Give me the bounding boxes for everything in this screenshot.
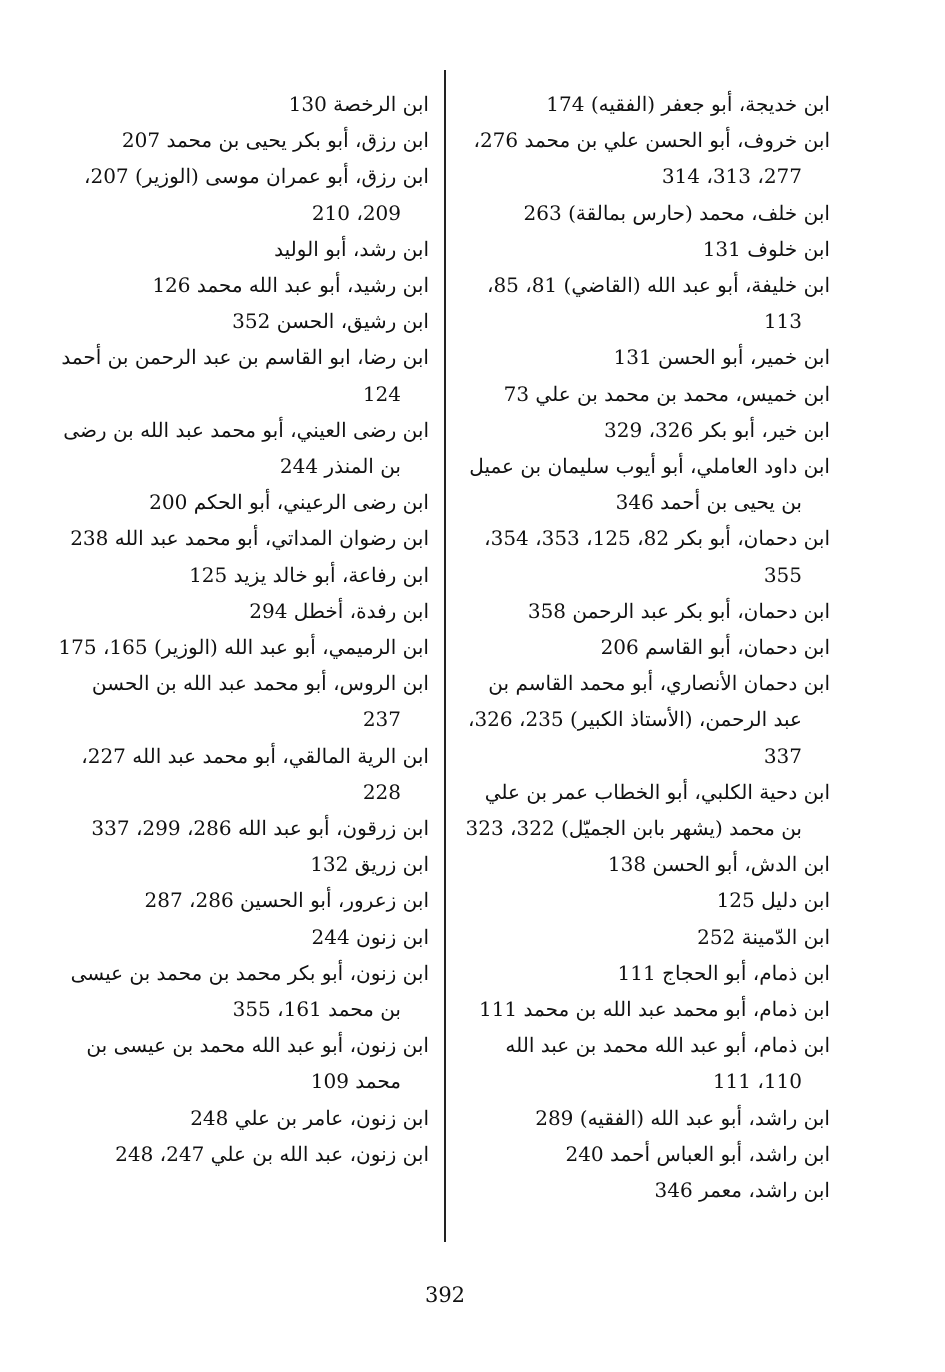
index-entry: ابن خمير، أبو الحسن 131 bbox=[613, 345, 830, 370]
index-entry: ابن رشيق، الحسن 352 bbox=[232, 309, 429, 334]
index-entry: ابن خير، أبو بكر 326، 329 bbox=[604, 417, 830, 442]
index-entry: ابن داود العاملي، أبو أيوب سليمان بن عميل بن يحيى بن أحمد 346 bbox=[469, 454, 830, 515]
index-entry: ابن رضا، ابو القاسم بن عبد الرحمن بن أحمد 124 bbox=[61, 345, 429, 406]
index-entry: ابن دحمان، أبو بكر عبد الرحمن 358 bbox=[527, 598, 830, 623]
index-entry: ابن رشد، أبو الوليد bbox=[274, 236, 429, 261]
index-entry: ابن رزق، أبو بكر يحيى بن محمد 207 bbox=[121, 128, 429, 153]
index-entry: ابن خلوف 131 bbox=[702, 236, 830, 261]
index-entry: ابن رضى الرعيني، أبو الحكم 200 bbox=[149, 490, 429, 515]
index-entry: ابن زريق 132 bbox=[310, 852, 429, 877]
index-entry: ابن الروس، أبو محمد عبد الله بن الحسن 237 bbox=[91, 671, 429, 732]
index-entry: ابن خلف، محمد (حارس بمالقة) 263 bbox=[523, 200, 830, 225]
index-entry: ابن رفاعة، أبو خالد يزيد 125 bbox=[189, 562, 429, 587]
index-entry: ابن خميس، محمد بن محمد بن علي 73 bbox=[503, 381, 830, 406]
index-entry: ابن ذمام، أبو الحجاج 111 bbox=[617, 960, 830, 985]
index-entry: ابن رضى العيني، أبو محمد عبد الله بن رضى بن المنذر 244 bbox=[63, 417, 429, 479]
index-entry: ابن رزق، أبو عمران موسى (الوزير) 207، 209، 210 bbox=[84, 164, 429, 225]
index-entry: ابن دحمان، أبو بكر 82، 125، 353، 354، 355 bbox=[484, 526, 830, 587]
index-entry: ابن الرية المالقي، أبو محمد عبد الله 227، 228 bbox=[81, 743, 429, 804]
index-entry: ابن رفدة، أخطل 294 bbox=[249, 598, 429, 623]
index-entry: ابن زعرور، أبو الحسين 286، 287 bbox=[144, 888, 429, 913]
index-entry: ابن الدش، أبو الحسن 138 bbox=[607, 852, 830, 877]
index-entry: ابن خديجة، أبو جعفر (الفقيه) 174 bbox=[546, 92, 830, 116]
index-entry: ابن زنون، أبو عبد الله محمد بن عيسى بن محمد 109 bbox=[86, 1033, 429, 1094]
index-entry: ابن دليل 125 bbox=[716, 888, 830, 913]
index-entry: ابن رضوان المداتي، أبو محمد عبد الله 238 bbox=[70, 526, 429, 551]
index-entry: ابن ذمام، أبو محمد عبد الله بن محمد 111 bbox=[478, 997, 830, 1022]
index-entry: ابن زرقون، أبو عبد الله 286، 299، 337 bbox=[91, 816, 429, 841]
index-entry: ابن دحية الكلبي، أبو الخطاب عمر بن علي بن محمد (يشهر بابن الجميّل) 322، 323 bbox=[465, 779, 830, 841]
index-entry: ابن رشيد، أبو عبد الله محمد 126 bbox=[152, 273, 429, 298]
index-entry: ابن زنون 244 bbox=[311, 924, 429, 949]
index-entry: ابن راشد، معمر 346 bbox=[654, 1178, 830, 1203]
index-entry: ابن دحمان الأنصاري، أبو محمد القاسم بن عبد الرحمن، (الأستاذ الكبير) 235، 326، 337 bbox=[467, 671, 830, 768]
index-entry: ابن دحمان، أبو القاسم 206 bbox=[600, 635, 830, 660]
index-column-left bbox=[55, 86, 429, 1172]
index-entry: ابن خليفة، أبو عبد الله (القاضي) 81، 85، 113 bbox=[486, 273, 830, 334]
page-number: 392 bbox=[424, 1283, 466, 1307]
index-column-right bbox=[458, 86, 830, 1208]
index-entry: ابن زنون، عامر بن علي 248 bbox=[190, 1105, 429, 1130]
index-entry: ابن ذمام، أبو عبد الله محمد بن عبد الله 110، 111 bbox=[505, 1033, 830, 1094]
index-entry: ابن الرخصة 130 bbox=[288, 92, 429, 116]
index-entry: ابن راشد، أبو عبد الله (الفقيه) 289 bbox=[535, 1105, 830, 1130]
index-entry: ابن زنون، عبد الله بن علي 247، 248 bbox=[115, 1141, 429, 1166]
index-entry: ابن الدّمينة 252 bbox=[697, 924, 830, 949]
column-divider bbox=[444, 70, 446, 1242]
index-entry: ابن خروف، أبو الحسن علي بن محمد 276، 277، 313، 314 bbox=[473, 128, 830, 189]
index-entry: ابن الرميمي، أبو عبد الله (الوزير) 165، 175 bbox=[58, 635, 429, 660]
index-entry: ابن زنون، أبو بكر محمد بن محمد بن عيسى بن محمد 161، 355 bbox=[70, 960, 429, 1022]
index-entry: ابن راشد، أبو العباس أحمد 240 bbox=[565, 1141, 830, 1166]
